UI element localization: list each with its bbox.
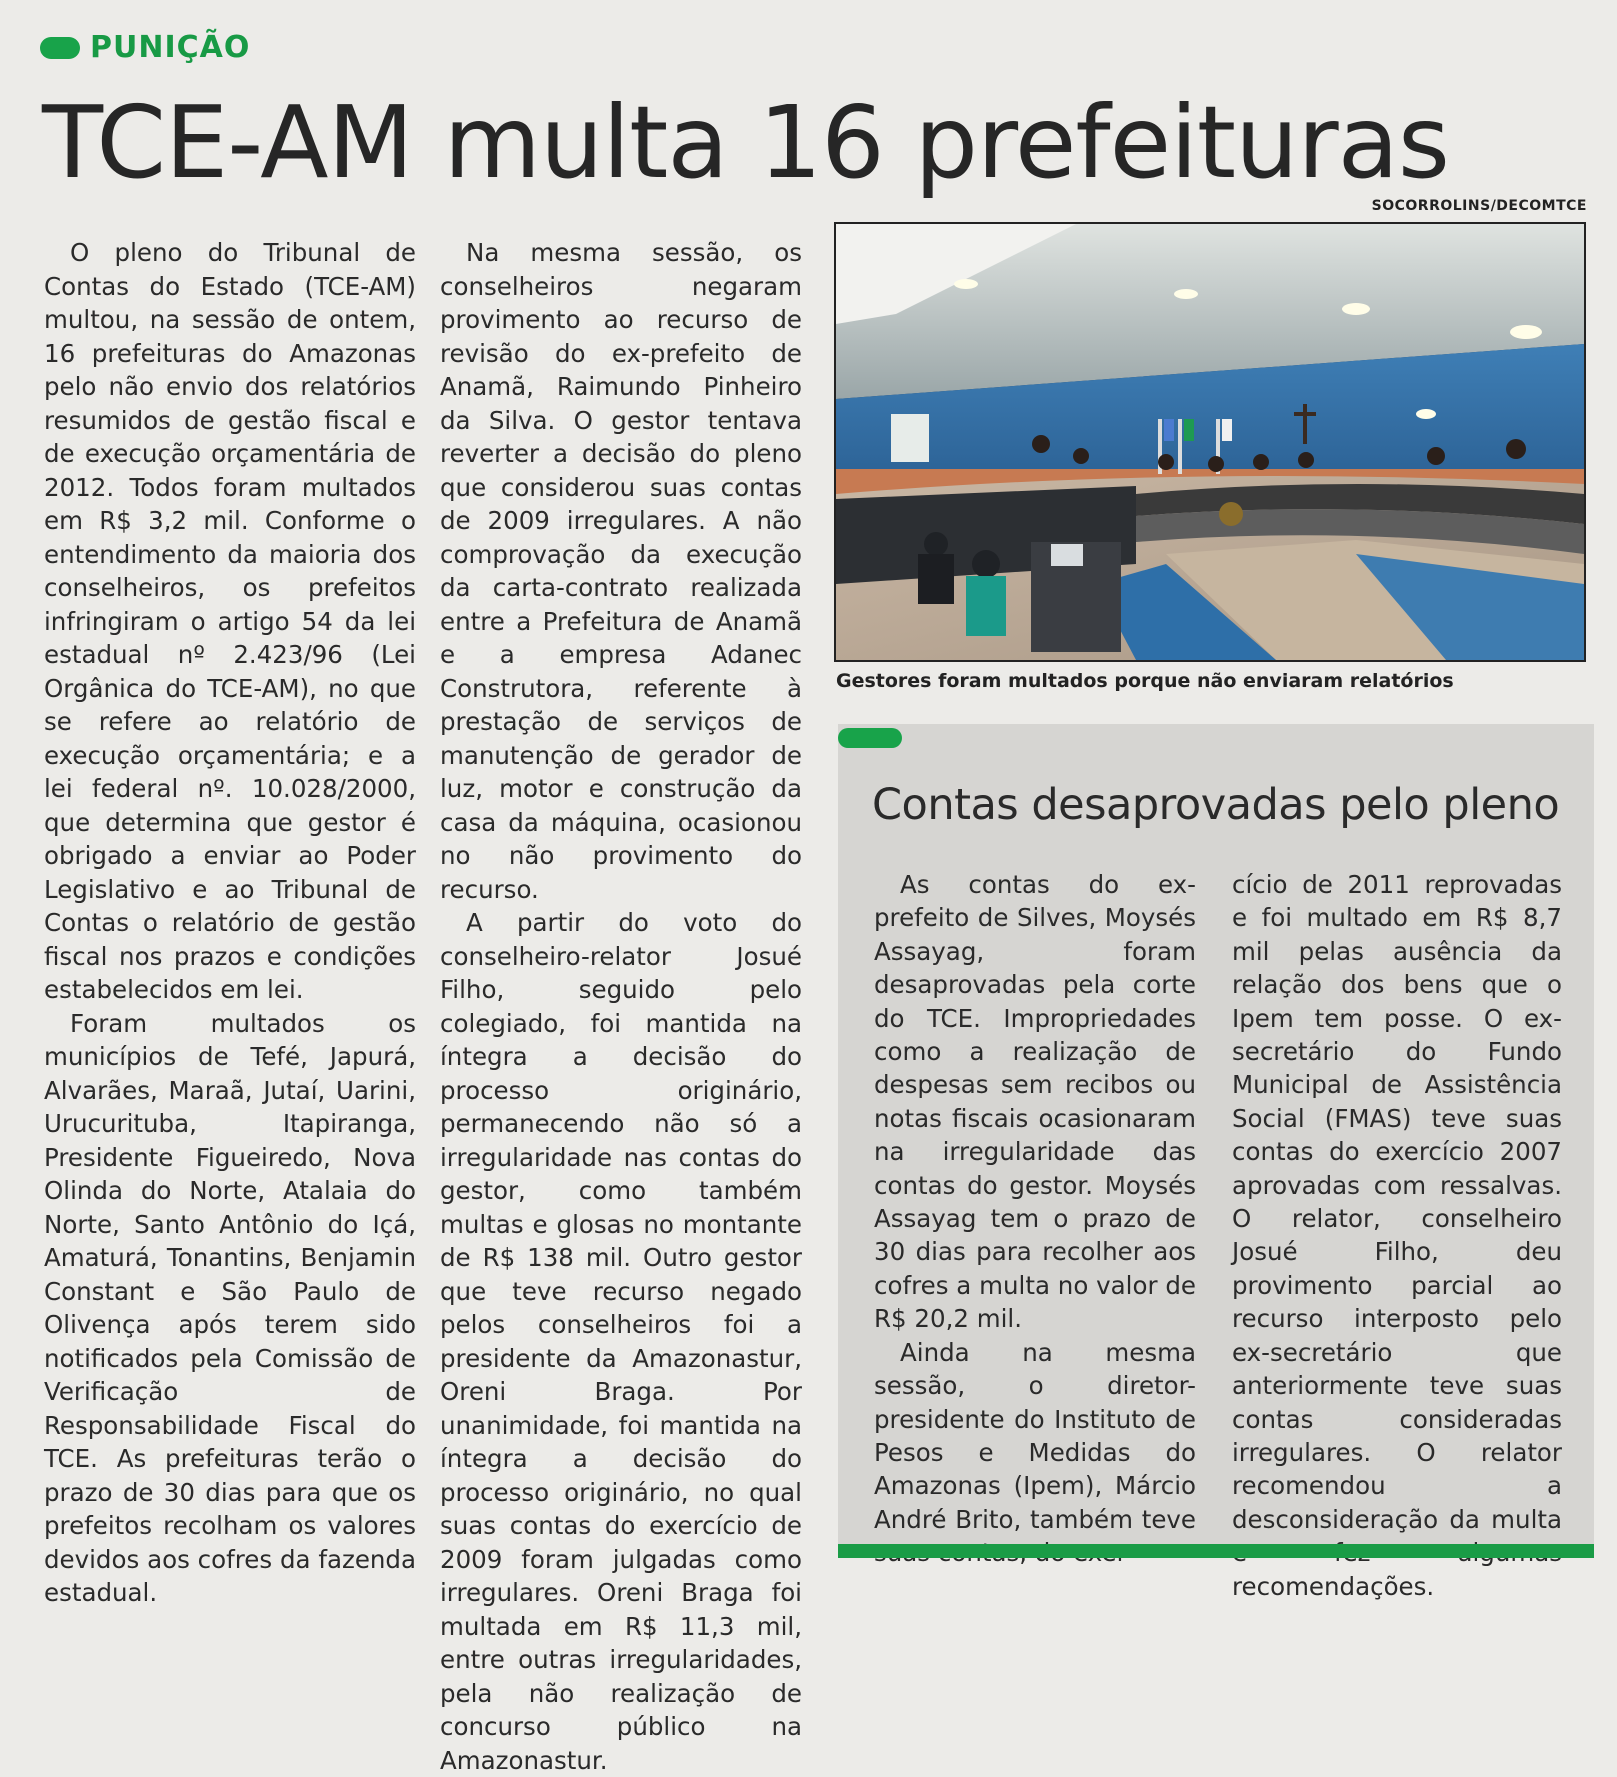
session-photo: [834, 222, 1586, 662]
sidebar-bottom-bar: [838, 1544, 1594, 1558]
article-paragraph: A partir do voto do conselheiro-relator Josué Filho, seguido pelo colegiado, foi mantida na íntegra a decisão do processo originário, permanecendo não só a irregularidade nas contas do gestor, como também multas e glosas no montante de R$ 138 mil. Outro gestor que teve recurso negado pelos conselheiros foi a presidente da Amazonastur, Oreni Braga. Por unanimidade, foi mantida na íntegra a decisão do processo originário, no qual suas contas do exercício de 2009 foram julgadas como irregulares. Oreni Braga foi multada em R$ 11,3 mil, entre outras irregularidades, pela não realização de concurso público na Amazonastur.: [440, 908, 802, 1775]
session-photo-illustration: [836, 224, 1584, 660]
sidebar-paragraph: Ainda na mesma sessão, o diretor-presidente do Instituto de Pesos e Medidas do Amazonas (Ipem), Márcio André Brito, também teve: [874, 1337, 1196, 1534]
section-tag: [40, 30, 250, 65]
sidebar-column-2: [1232, 868, 1562, 1603]
sidebar-title: Contas desaprovadas pelo pleno: [872, 780, 1560, 830]
article-column-2: [440, 236, 802, 1777]
headline: TCE-AM multa 16 prefeituras: [42, 84, 1449, 201]
sidebar-box: [838, 724, 1594, 1601]
article-column-1: [44, 236, 416, 1610]
sidebar-paragraph: As contas do ex-prefeito de Silves, Moysés Assayag, foram desaprovadas pela corte do TCE. Impropriedades como a realização de despesas sem recibos ou notas fiscais ocasionaram na irregularidade das contas do gestor. Moysés Assayag tem o prazo de 30 dias para recolher aos cofres a multa no valor de R$ 20,2 mil.: [874, 870, 1196, 1334]
sidebar-tag-pill: [838, 728, 902, 748]
photo-caption: Gestores foram multados porque não enviaram relatórios: [836, 670, 1454, 692]
article-paragraph: Foram multados os municípios de Tefé, Japurá, Alvarães, Maraã, Jutaí, Uarini, Urucurituba, Itapiranga, Presidente Figueiredo, Nova Olinda do Norte, Atalaia do Norte, Santo Antônio do Içá, Amaturá, Tonantins, Benjamin Constant e São Paulo de Olivença após terem sido notificados pela Comissão de Verificação de Responsabilidade Fiscal do TCE. As prefeituras terão o prazo de 30 dias para que os prefeitos recolham os valores devidos aos cofres da fazenda estadual.: [44, 1008, 416, 1607]
sidebar-column-1: [874, 868, 1196, 1570]
section-label: PUNIÇÃO: [90, 30, 251, 65]
sidebar-paragraph: cício de 2011 reprovadas e foi multado em R$ 8,7 mil pelas ausência da relação dos bens que o Ipem tem posse. O ex-secretário do Fundo Municipal de Assistência Social (FMAS) teve suas contas do exercício 2007 aprovadas com ressalvas. O relator, conselheiro Josué Filho, deu provimento parcial ao recurso interposto pelo ex-secretário que anteriormente teve suas contas consideradas irregulares. O relator recomendou a desconsideração da multa recomendações.: [1232, 870, 1562, 1601]
photo-credit: SOCORROLINS/DECOMTCE: [1371, 198, 1587, 214]
section-tag-pill: [40, 37, 80, 59]
article-paragraph: Na mesma sessão, os conselheiros negaram provimento ao recurso de revisão do ex-prefeito de Anamã, Raimundo Pinheiro da Silva. O gestor tentava reverter a decisão do pleno que considerou suas contas de 2009 irregulares. A não comprovação da execução da carta-contrato realizada entre a Prefeitura de Anamã e a empresa Adanec Construtora, referente à prestação de serviços de manutenção de gerador de luz, motor e construção da casa da máquina, ocasionou no não provimento do recurso.: [440, 238, 802, 904]
article-paragraph: O pleno do Tribunal de Contas do Estado (TCE-AM) multou, na sessão de ontem, 16 prefeituras do Amazonas pelo não envio dos relatórios resumidos de gestão fiscal e de execução orçamentária de 2012. Todos foram multados em R$ 3,2 mil. Conforme o entendimento da maioria dos conselheiros, os prefeitos infringiram o artigo 54 da lei estadual nº 2.423/96 (Lei Orgânica do TCE-AM), no que se refere ao relatório de execução orçamentária; e a lei federal nº. 10.028/2000, que determina que gestor é obrigado a enviar ao Poder Legislativo e ao Tribunal de Contas o relatório de gestão fiscal nos prazos e condições estabelecidos em lei.: [44, 238, 416, 1004]
